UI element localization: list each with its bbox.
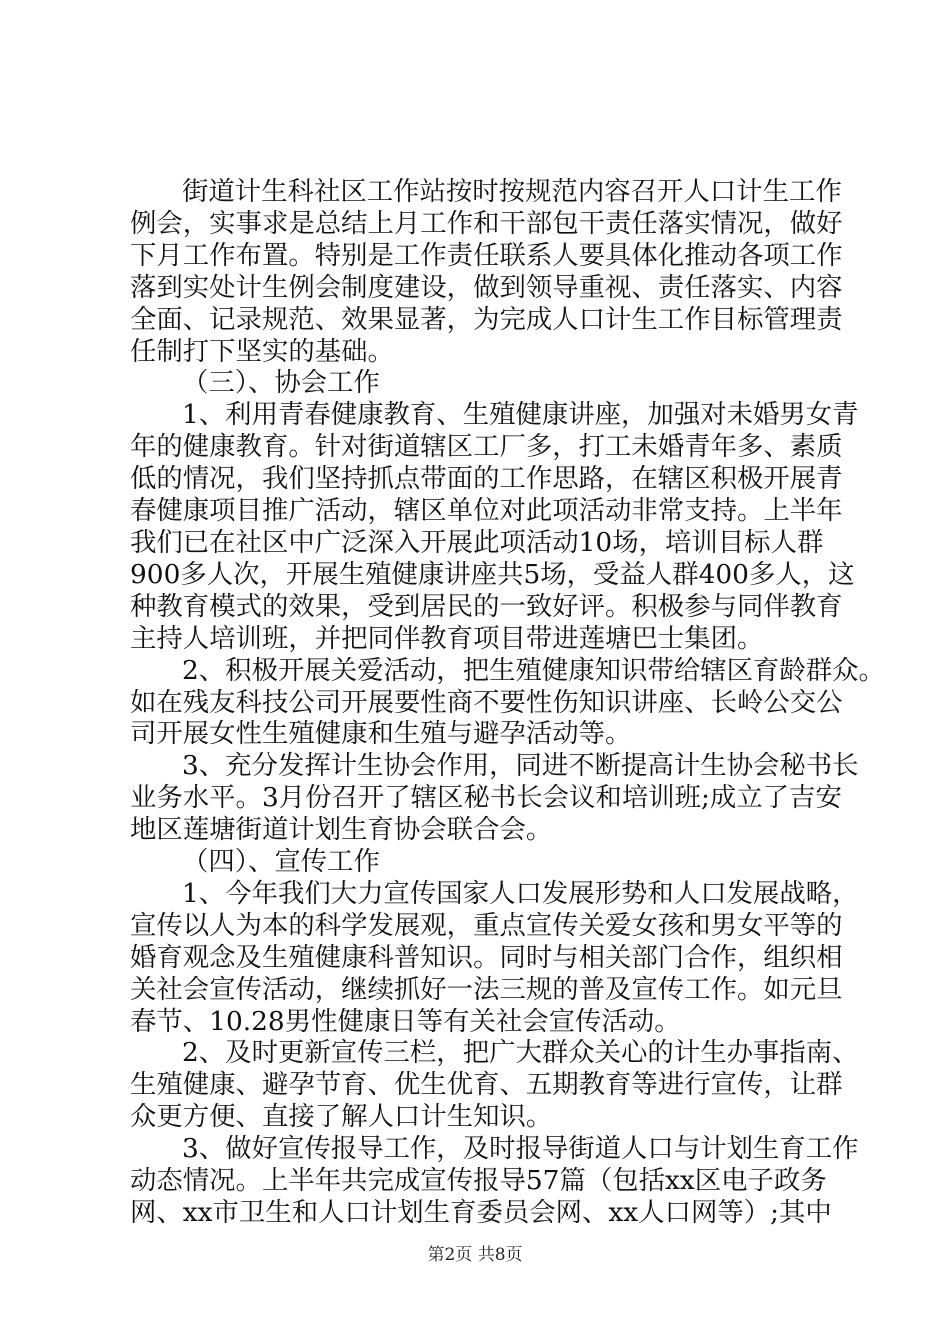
text-line: 落到实处计生例会制度建设，做到领导重视、责任落实、内容 [130,271,843,303]
paragraph [130,1133,859,1229]
text-line: 春节、10.28男性健康日等有关社会宣传活动。 [130,1005,681,1037]
paragraph [130,654,885,751]
paragraph [130,176,843,367]
paragraph [130,877,859,1038]
text-line: 众更方便、直接了解人口计生知识。 [130,1101,553,1133]
text-line: 1、利用青春健康教育、生殖健康讲座，加强对未婚男女青 [182,399,859,431]
text-line: 网、xx市卫生和人口计划生育委员会网、xx人口网等）;其中 [130,1197,832,1228]
text-line: 2、积极开展关爱活动，把生殖健康知识带给辖区育龄群众。 [182,654,885,686]
text-line: 全面、记录规范、效果显著，为完成人口计生工作目标管理责 [130,303,843,335]
text-line: 业务水平。3月份召开了辖区秘书长会议和培训班;成立了吉安 [130,782,842,814]
text-line: 年的健康教育。针对街道辖区工厂多，打工未婚青年多、素质 [130,431,843,463]
page-footer: 第2页 共8页 [427,1245,523,1265]
text-line: 我们已在社区中广泛深入开展此项活动10场，培训目标人群 [130,526,824,558]
text-line: 1、今年我们大力宣传国家人口发展形势和人口发展战略， [182,877,859,909]
document-body [130,176,885,1229]
text-line: （三）、协会工作 [182,367,380,399]
text-line: 任制打下坚实的基础。 [130,335,394,367]
text-line: 3、充分发挥计生协会作用，同进不断提高计生协会秘书长 [182,750,859,782]
paragraph [130,399,859,654]
text-line: 生殖健康、避孕节育、优生优育、五期教育等进行宣传，让群 [130,1069,843,1101]
text-line: 街道计生科社区工作站按时按规范内容召开人口计生工作 [182,176,842,207]
text-line: 春健康项目推广活动，辖区单位对此项活动非常支持。上半年 [130,495,843,527]
text-line: 地区莲塘街道计划生育协会联合会。 [130,814,553,846]
text-line: 900多人次，开展生殖健康讲座共5场，受益人群400多人，这 [130,558,855,590]
text-line: 下月工作布置。特别是工作责任联系人要具体化推动各项工作 [130,239,843,271]
text-line: 3、做好宣传报导工作，及时报导街道人口与计划生育工作 [182,1133,859,1165]
text-line: 如在残友科技公司开展要性商不要性伤知识讲座、长岭公交公 [130,686,843,718]
text-line: 主持人培训班，并把同伴教育项目带进莲塘巴士集团。 [130,622,764,654]
text-line: 动态情况。上半年共完成宣传报导57篇（包括xx区电子政务 [130,1165,827,1197]
text-line: 种教育模式的效果，受到居民的一致好评。积极参与同伴教育 [130,590,843,622]
text-line: 低的情况，我们坚持抓点带面的工作思路，在辖区积极开展青 [130,463,843,495]
text-line: 关社会宣传活动，继续抓好一法三规的普及宣传工作。如元旦 [130,973,843,1005]
text-line: 例会，实事求是总结上月工作和干部包干责任落实情况，做好 [130,207,843,239]
text-line: 2、及时更新宣传三栏，把广大群众关心的计生办事指南、 [182,1037,859,1069]
text-line: 宣传以人为本的科学发展观，重点宣传关爱女孩和男女平等的 [130,909,843,941]
paragraph [130,1037,859,1133]
text-line: 司开展女性生殖健康和生殖与避孕活动等。 [130,718,632,750]
section-heading [130,367,830,399]
text-line: （四）、宣传工作 [182,846,380,878]
paragraph [130,750,859,846]
text-line: 婚育观念及生殖健康科普知识。同时与相关部门合作，组织相 [130,941,843,973]
section-heading [130,846,830,878]
